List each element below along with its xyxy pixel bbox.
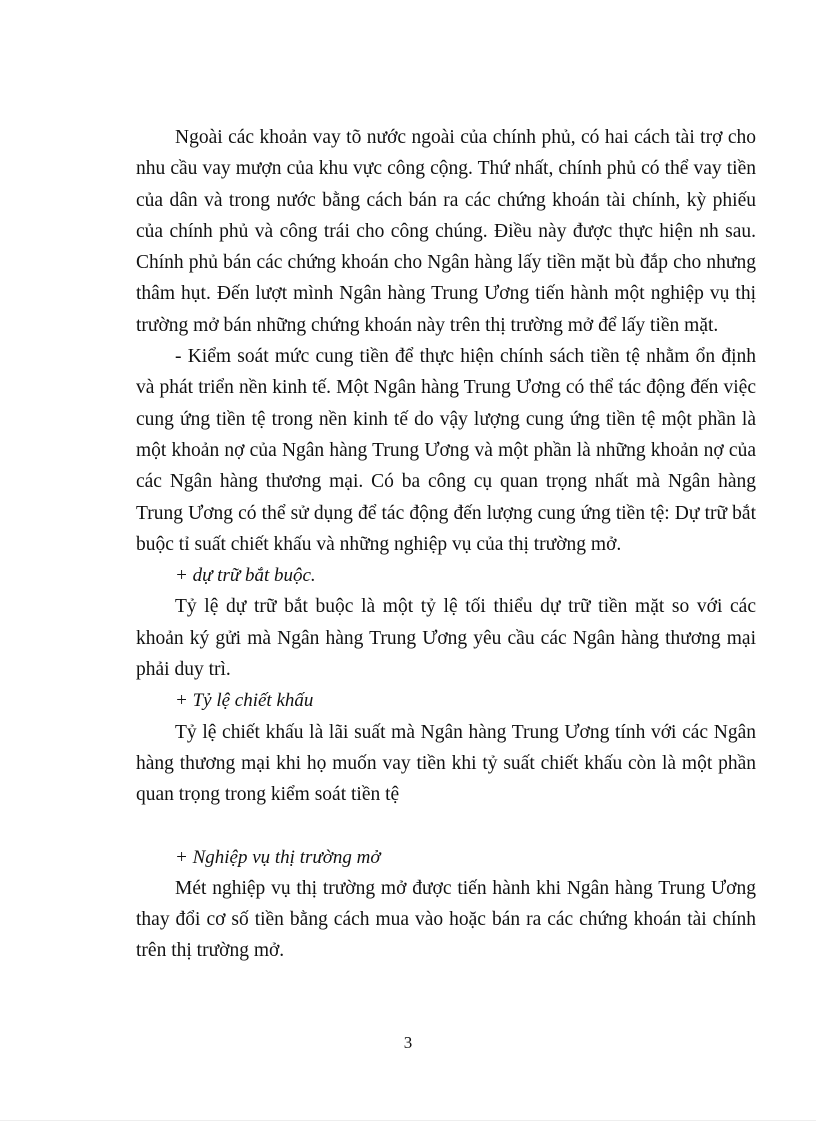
heading-discount-rate: + Tỷ lệ chiết khấu	[175, 690, 314, 712]
page-number: 3	[403, 1033, 413, 1052]
heading-required-reserves: + dự trữ bắt buộc.	[175, 565, 316, 587]
paragraph-public-borrowing: Ngoài các khoản vay tõ nước ngoài của chính phủ, có hai cách tài trợ cho nhu cầu vay mượn của khu vực công cộng. Thứ nhất, chính phủ có thể vay tiền của dân và trong nước bằng cách bán ra các chứng khoán tài chính, kỳ phiếu của chính phủ và công trái cho công chúng. Điều này được thực hiện nh sau. Chính phủ bán các chứng khoán cho Ngân hàng lấy tiền mặt bù đắp cho nhưng thâm hụt. Đến lượt mình Ngân hàng Trung Ương tiến hành một nghiệp vụ thị trường mở bán những chứng khoán này trên thị trường mở để lấy tiền mặt.	[136, 127, 756, 336]
heading-open-market-operations: + Nghiệp vụ thị trường mở	[175, 846, 381, 868]
page-bottom-divider	[0, 1120, 816, 1121]
paragraph-discount-rate: Tỷ lệ chiết khấu là lãi suất mà Ngân hàng Trung Ương tính với các Ngân hàng thương mại khi họ muốn vay tiền khi tỷ suất chiết khấu còn là một phần quan trọng trong kiểm soát tiền tệ	[136, 721, 756, 806]
paragraph-open-market-operations: Mét nghiệp vụ thị trường mở được tiến hành khi Ngân hàng Trung Ương thay đổi cơ số tiền bằng cách mua vào hoặc bán ra các chứng khoán tài chính trên thị trường mở.	[136, 877, 756, 962]
paragraph-money-supply-control: - Kiểm soát mức cung tiền để thực hiện chính sách tiền tệ nhằm ổn định và phát triển nền kinh tế. Một Ngân hàng Trung Ương có thể tác động đến việc cung ứng tiền tệ trong nền kinh tế do vậy lượng cung ứng tiền tệ một phần là một khoản nợ của Ngân hàng Trung Ương và một phần là những khoản nợ của các Ngân hàng thương mại. Có ba công cụ quan trọng nhất mà Ngân hàng Trung Ương có thể sử dụng để tác động đến lượng cung ứng tiền tệ: Dự trữ bắt buộc tỉ suất chiết khấu và những nghiệp vụ của thị trường mở.	[136, 346, 756, 555]
page-body	[136, 122, 756, 967]
paragraph-spacer	[136, 811, 756, 842]
paragraph-required-reserves: Tỷ lệ dự trữ bắt buộc là một tỷ lệ tối thiểu dự trữ tiền mặt so với các khoản ký gửi mà Ngân hàng Trung Ương yêu cầu các Ngân hàng thương mại phải duy trì.	[136, 596, 756, 681]
